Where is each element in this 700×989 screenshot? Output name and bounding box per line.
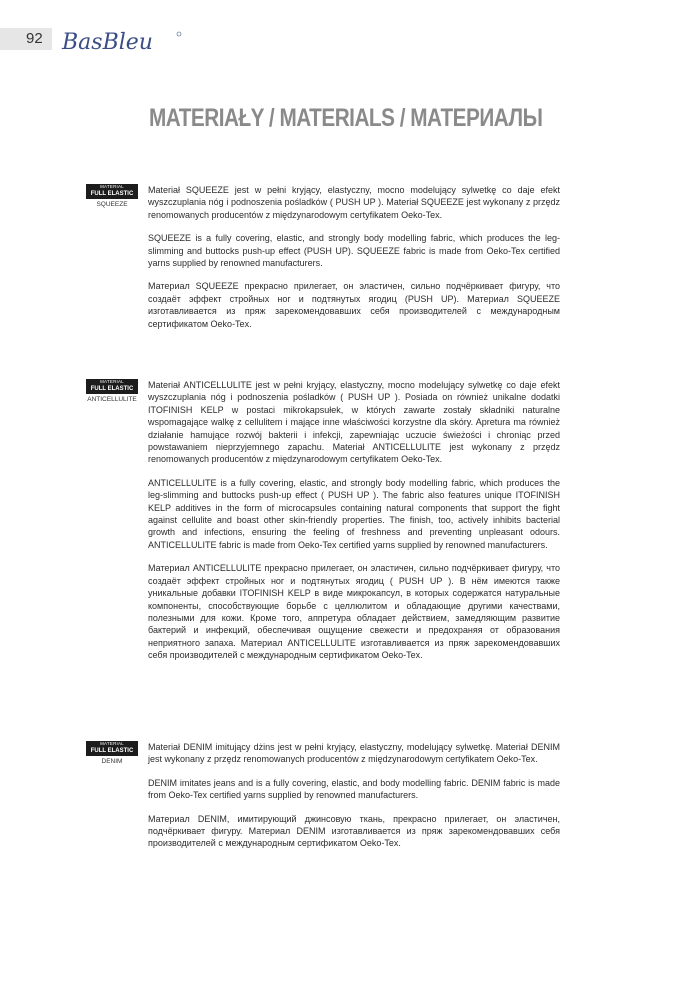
- badge-material-label: MATERIAL: [100, 379, 124, 384]
- brand-logo: [60, 26, 184, 56]
- badge-material-name: SQUEEZE: [96, 200, 128, 208]
- badge-full-elastic-label: FULL ELASTIC: [90, 190, 134, 197]
- description-polish: Materiał SQUEEZE jest w pełni kryjący, elastyczny, mocno modelujący sylwetkę co daje efekt wyszczuplania nóg i podnoszenia pośladków ( PUSH UP ). Materiał SQUEEZE jest wykonany z przędz renomowanych producentów z międzynarodowym certyfikatem Oeko-Tex.: [148, 185, 560, 220]
- material-badge: [86, 741, 138, 765]
- material-badge-box: [86, 741, 138, 756]
- page-number: 92: [26, 30, 43, 47]
- badge-material-name: DENIM: [101, 757, 123, 765]
- brand-logo-text: BasBleu: [62, 30, 153, 55]
- description-polish: Materiał ANTICELLULITE jest w pełni kryjący, elastyczny, mocno modelujący sylwetkę co daje efekt wyszczuplania nóg i podnoszenia pośladków ( PUSH UP ). Posiada on również unikalne dodatki ITOFINISH KELP w postaci mikrokapsułek, w których zawarte zostały składniki naturalne wspomagające walkę z cellulitem i mające inne właściwości korzystne dla skóry. Apretura ma również działanie hamujące rozwój bakterii i infekcji, zapewniając uczucie świeżości i chroniąc przed powstawaniem nieprzyjemnego zapachu. Materiał ANTICELLULITE jest wykonany z przędz renomowanych producentów z międzynarodowym certyfikatem Oeko-Tex.: [148, 380, 560, 465]
- material-badge-box: [86, 379, 138, 394]
- description-english: ANTICELLULITE is a fully covering, elastic, and strongly body modelling fabric, which produces the leg-slimming and buttocks push-up effect ( PUSH UP ). The fabric also features unique ITOFINISH KELP additives in the form of microcapsules containing natural components that support the fight against cellulite and boast other skin-friendly properties. The finish, too, actively inhibits bacterial growth and infections, ensuring the feeling of freshness and preventing unpleasant odours. ANTICELLULITE fabric is made from Oeko-Tex certified yarns supplied by renowned manufacturers.: [148, 477, 560, 550]
- material-badge-box: [86, 184, 138, 199]
- badge-full-elastic-label: FULL ELASTIC: [90, 747, 134, 754]
- material-description: [148, 184, 560, 330]
- material-section-squeeze: [86, 184, 560, 341]
- badge-material-label: MATERIAL: [100, 741, 124, 746]
- description-english: DENIM imitates jeans and is a fully covering, elastic, and body modelling fabric. DENIM fabric is made from Oeko-Tex certified yarns supplied by renowned manufacturers.: [148, 777, 560, 801]
- badge-material-name: ANTICELLULITE: [87, 395, 137, 403]
- description-english: SQUEEZE is a fully covering, elastic, and strongly body modelling fabric, which produces the leg-slimming and buttocks push-up effect (PUSH UP). SQUEEZE fabric is made from Oeko-Tex certified yarns supplied by renowned manufacturers.: [148, 233, 560, 269]
- description-russian: Материал ANTICELLULITE прекрасно прилегает, он эластичен, сильно подчёркивает фигуру, что создаёт эффект стройных ног и подтянутых ягодиц ( PUSH UP ). В нём имеются также уникальные добавки ITOFINISH KELP в виде микрокапсул, в которых содержатся натуральные компоненты, способствующие борьбе с целлюлитом и обладающие другими качествами, полезными для кожи. Кроме того, аппретура обладает действием, замедляющим развитие бактерий и инфекций, обеспечивая ощущение свежести и предохраняя от образования неприятного запаха. Материал ANTICELLULITE изготавливается из пряж зарекомендовавших себя производителей с международным сертификатом Oeko-Tex.: [148, 563, 560, 661]
- material-badge: [86, 184, 138, 208]
- material-section-anticellulite: [86, 379, 560, 673]
- description-polish: Materiał DENIM imitujący dżins jest w pełni kryjący, elastyczny, modelujący sylwetkę. Materiał DENIM jest wykonany z przędz renomowanych producentów z międzynarodowym certyfikatem Oeko-Tex.: [148, 742, 560, 765]
- page-title: MATERIAŁY / MATERIALS / МАТЕРИАЛЫ: [149, 104, 543, 132]
- badge-full-elastic-label: FULL ELASTIC: [90, 385, 134, 392]
- material-badge: [86, 379, 138, 403]
- material-description: [148, 379, 560, 662]
- badge-material-label: MATERIAL: [100, 184, 124, 189]
- material-description: [148, 741, 560, 850]
- material-section-denim: [86, 741, 560, 861]
- description-russian: Материал DENIM, имитирующий джинсовую ткань, прекрасно прилегает, он эластичен, подчёркивает фигуру. Материал DENIM изготавливается из пряж зарекомендовавших себя производителей с международным сертификатом Oeko-Tex.: [148, 813, 560, 849]
- description-russian: Материал SQUEEZE прекрасно прилегает, он эластичен, сильно подчёркивает фигуру, что создаёт эффект стройных ног и подтянутых ягодиц (PUSH UP). Материал SQUEEZE изготавливается из пряж зарекомендовавших себя производителей с международным сертификатом Oeko-Tex.: [148, 281, 560, 329]
